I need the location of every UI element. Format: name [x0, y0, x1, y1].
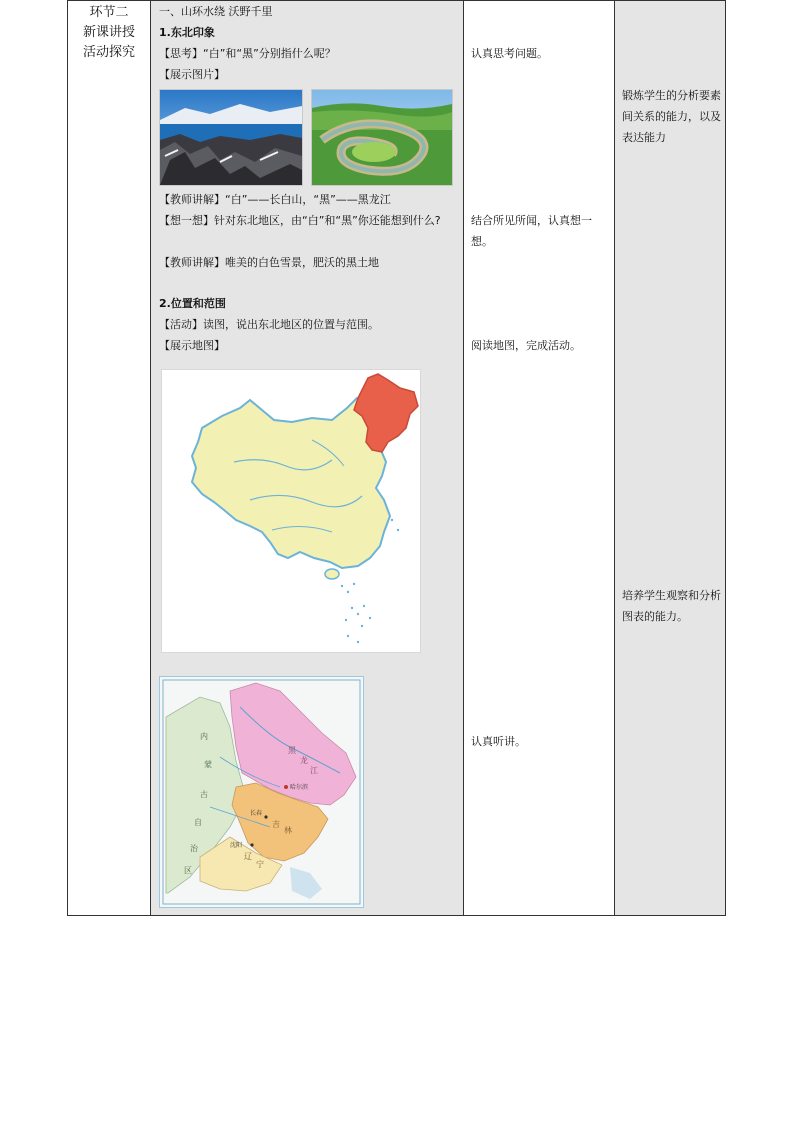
heilongjiang-river-bend-photo	[311, 89, 453, 186]
map-label-zhi: 治	[190, 844, 198, 853]
map-label-gu: 古	[200, 790, 208, 799]
teacher-explain-2: 【教师讲解】唯美的白色雪景，肥沃的黑土地	[159, 256, 379, 269]
teacher-explain-1: 【教师讲解】“白”——长白山，“黑”——黑龙江	[159, 193, 391, 206]
stage-cell	[68, 1, 151, 916]
stage-line-2: 新课讲授	[82, 25, 135, 40]
northeast-region-map	[159, 676, 364, 908]
design-intent-cell	[615, 1, 726, 916]
intent-note-2: 培养学生观察和分析图表的能力。	[622, 589, 721, 623]
map-label-harbin: 哈尔滨	[290, 784, 309, 791]
think-more-prompt: 【想一想】针对东北地区，由“白”和“黑”你还能想到什么?	[159, 214, 441, 227]
map-label-liao: 辽	[244, 852, 252, 861]
teacher-activity-cell	[151, 1, 464, 916]
student-note-1: 认真思考问题。	[471, 47, 548, 60]
map-label-zi: 自	[194, 818, 202, 827]
student-note-4: 认真听讲。	[471, 735, 526, 748]
section-title: 一、山环水绕 沃野千里	[159, 5, 273, 18]
map-label-ji: 吉	[272, 820, 280, 829]
stage-line-1: 环节二	[89, 5, 129, 20]
student-note-3: 阅读地图，完成活动。	[471, 339, 581, 352]
subsection-1-title: 1.东北印象	[159, 26, 215, 39]
show-pictures-label: 【展示图片】	[159, 68, 225, 81]
lesson-plan-table	[67, 0, 726, 916]
map-label-meng: 蒙	[204, 760, 212, 769]
map-label-long: 龙	[300, 756, 308, 765]
subsection-2-title: 2.位置和范围	[159, 297, 226, 310]
student-note-2: 结合所见所闻，认真想一想。	[471, 214, 592, 248]
changbai-mountain-lake-photo	[159, 89, 303, 186]
map-label-qu: 区	[184, 866, 192, 875]
china-outline-map	[161, 369, 421, 653]
intent-note-1: 锻炼学生的分析要素间关系的能力，以及表达能力	[622, 89, 721, 144]
map-label-lin: 林	[284, 826, 292, 835]
map-label-nei: 内	[200, 732, 208, 741]
activity-prompt: 【活动】读图，说出东北地区的位置与范围。	[159, 318, 379, 331]
show-map-label: 【展示地图】	[159, 339, 225, 352]
map-label-hei: 黑	[288, 746, 296, 755]
think-prompt: 【思考】“白”和“黑”分别指什么呢？	[159, 47, 336, 60]
student-activity-cell	[464, 1, 615, 916]
map-label-shenyang: 沈阳	[230, 842, 243, 849]
map-label-jiang: 江	[310, 766, 318, 775]
stage-line-3: 活动探究	[82, 45, 135, 60]
map-label-ning: 宁	[256, 860, 264, 869]
map-label-changchun: 长春	[250, 810, 263, 817]
